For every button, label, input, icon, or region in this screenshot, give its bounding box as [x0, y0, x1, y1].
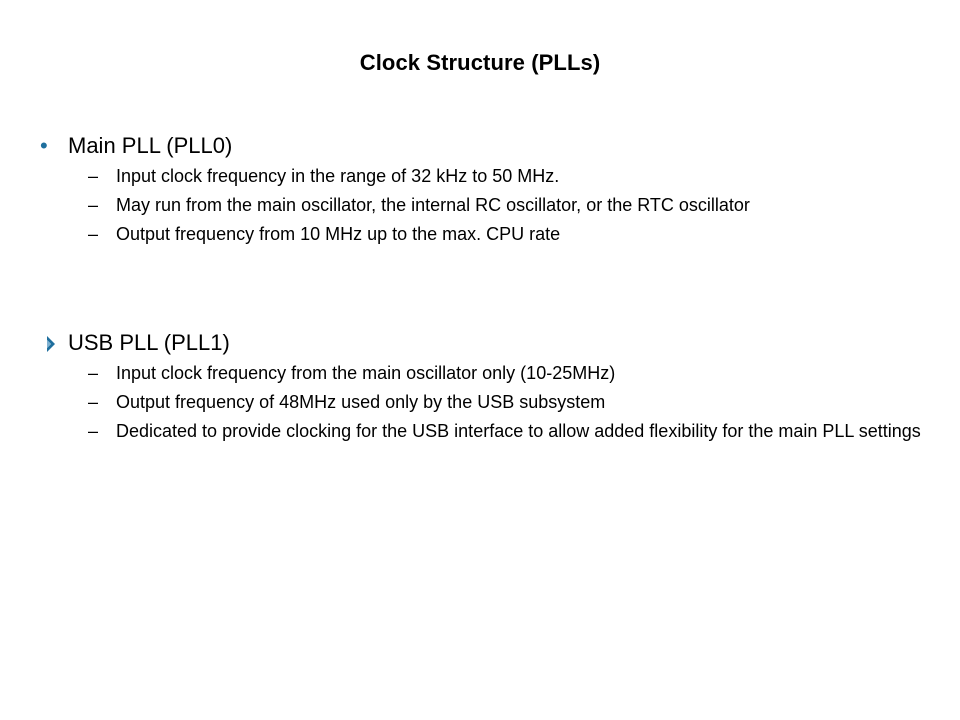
dash-icon: – [88, 195, 99, 215]
sub-list [40, 362, 930, 443]
dash-icon: – [88, 392, 99, 412]
list-item [40, 223, 930, 246]
bullet-dot-icon: • [40, 133, 48, 158]
section-heading: USB PLL (PLL1) [68, 330, 230, 355]
section-main-pll [40, 133, 930, 252]
list-item [40, 420, 930, 443]
chevron-right-icon [40, 330, 60, 356]
list-item-text: Dedicated to provide clocking for the USB interface to allow added flexibility for the main PLL settings [116, 421, 921, 441]
section-usb-pll [40, 330, 930, 449]
slide-title: Clock Structure (PLLs) [359, 50, 601, 75]
bullet-main-pll [40, 133, 930, 159]
sub-list [40, 165, 930, 246]
list-item [40, 194, 930, 217]
bullet-usb-pll [40, 330, 930, 356]
list-item [40, 391, 930, 414]
list-item [40, 165, 930, 188]
dash-icon: – [88, 363, 99, 383]
section-heading: Main PLL (PLL0) [68, 133, 233, 158]
list-item-text: Output frequency of 48MHz used only by the USB subsystem [116, 392, 606, 412]
list-item-text: May run from the main oscillator, the internal RC oscillator, or the RTC oscillator [116, 195, 750, 215]
dash-icon: – [88, 224, 99, 244]
dash-icon: – [88, 421, 99, 441]
list-item [40, 362, 930, 385]
list-item-text: Output frequency from 10 MHz up to the max. CPU rate [116, 224, 561, 244]
list-item-text: Input clock frequency in the range of 32 kHz to 50 MHz. [116, 166, 560, 186]
dash-icon: – [88, 166, 99, 186]
list-item-text: Input clock frequency from the main oscillator only (10-25MHz) [116, 363, 616, 383]
